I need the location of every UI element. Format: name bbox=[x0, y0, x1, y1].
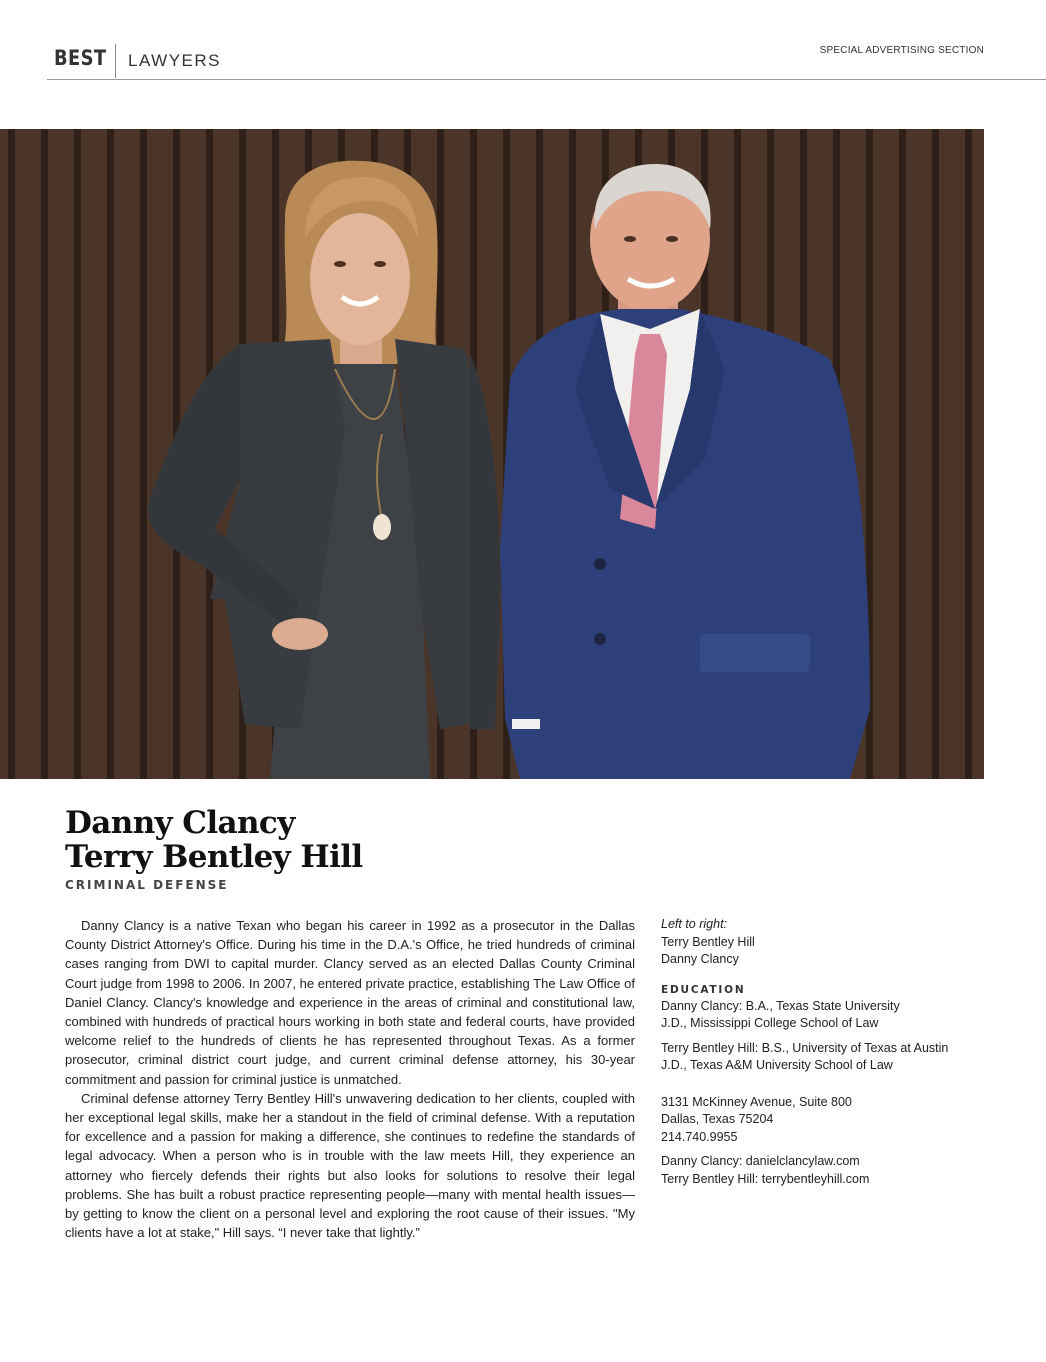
wood-slat-gap bbox=[107, 129, 114, 779]
wood-slat-gap bbox=[8, 129, 15, 779]
education-line: Terry Bentley Hill: B.S., University of Texas at Austin bbox=[661, 1040, 949, 1055]
wood-slat-gap bbox=[932, 129, 939, 779]
practice-area: CRIMINAL DEFENSE bbox=[65, 878, 229, 892]
section-label: SPECIAL ADVERTISING SECTION bbox=[819, 45, 984, 56]
education-heading: EDUCATION bbox=[661, 983, 746, 996]
education-line: J.D., Mississippi College School of Law bbox=[661, 1016, 879, 1030]
sidebar bbox=[661, 916, 981, 1188]
wood-slat-gap bbox=[41, 129, 48, 779]
wood-slat-gap bbox=[899, 129, 906, 779]
bio-paragraph: Danny Clancy is a native Texan who began his career in 1992 as a prosecutor in the Dallas County District Attorney's Office. During his time in the D.A.'s Office, he tried hundreds of criminal cases ranging from DWI to capital murder. Clancy served as an elected Dallas County Criminal Court judge from 1998 to 2006. In 2007, he entered private practice, establishing The Law Office of Daniel Clancy. Clancy's knowledge and experience in the areas of criminal and constitutional law, combined with hundreds of practical hours working in both state and federal courts, have provided welcome relief to the hundreds of clients he has represented throughout Texas. As a former prosecutor, criminal district court judge, and current criminal defense attorney, his 30-year commitment and passion for criminal justice is unmatched. bbox=[65, 918, 635, 1087]
website-link-clancy[interactable]: Danny Clancy: danielclancylaw.com bbox=[661, 1154, 860, 1168]
caption-person: Terry Bentley Hill bbox=[661, 934, 755, 949]
header-rule bbox=[47, 79, 1046, 80]
brand-divider bbox=[115, 44, 116, 78]
address-line: Dallas, Texas 75204 bbox=[661, 1112, 774, 1126]
phone-number[interactable]: 214.740.9955 bbox=[661, 1129, 738, 1144]
wood-slat-gap bbox=[140, 129, 147, 779]
bio-paragraph: Criminal defense attorney Terry Bentley Hill's unwavering dedication to her clients, coupled with her exceptional legal skills, make her a standout in the field of criminal defense. With a reputation for excellence and a passion for making a difference, she continues to redefine the standards of legal advocacy. When a person who is in trouble with the law meets Hill, they experience an attorney who fiercely defends their rights but also looks for solutions to resolve their legal problems. She has built a robust practice representing people—many with mental health issues—by getting to know the client on a personal level and exploring the root cause of their issues. "My clients have a lot at stake," Hill says. “I never take that lightly.” bbox=[65, 1090, 635, 1241]
profile-header bbox=[65, 806, 363, 892]
caption-label: Left to right: bbox=[661, 917, 728, 931]
bio-text bbox=[65, 916, 635, 1242]
masthead bbox=[0, 0, 1046, 80]
attorney-name-2: Terry Bentley Hill bbox=[65, 839, 363, 875]
brand-lawyers-wordmark: LAWYERS bbox=[128, 51, 222, 70]
education-line: Danny Clancy: B.A., Texas State University bbox=[661, 998, 900, 1013]
caption-person: Danny Clancy bbox=[661, 952, 739, 966]
photo-credit: VANESSA GAVALYA bbox=[967, 817, 976, 894]
website-link-hill[interactable]: Terry Bentley Hill: terrybentleyhill.com bbox=[661, 1171, 870, 1186]
attorney-name-1: Danny Clancy bbox=[65, 805, 295, 841]
brand-best-wordmark: BEST bbox=[54, 46, 107, 70]
portrait-photo-illustration bbox=[0, 129, 984, 779]
address-line: 3131 McKinney Avenue, Suite 800 bbox=[661, 1094, 852, 1109]
education-line: J.D., Texas A&M University School of Law bbox=[661, 1058, 893, 1072]
wood-slat-gap bbox=[965, 129, 972, 779]
wood-slat-gap bbox=[74, 129, 81, 779]
